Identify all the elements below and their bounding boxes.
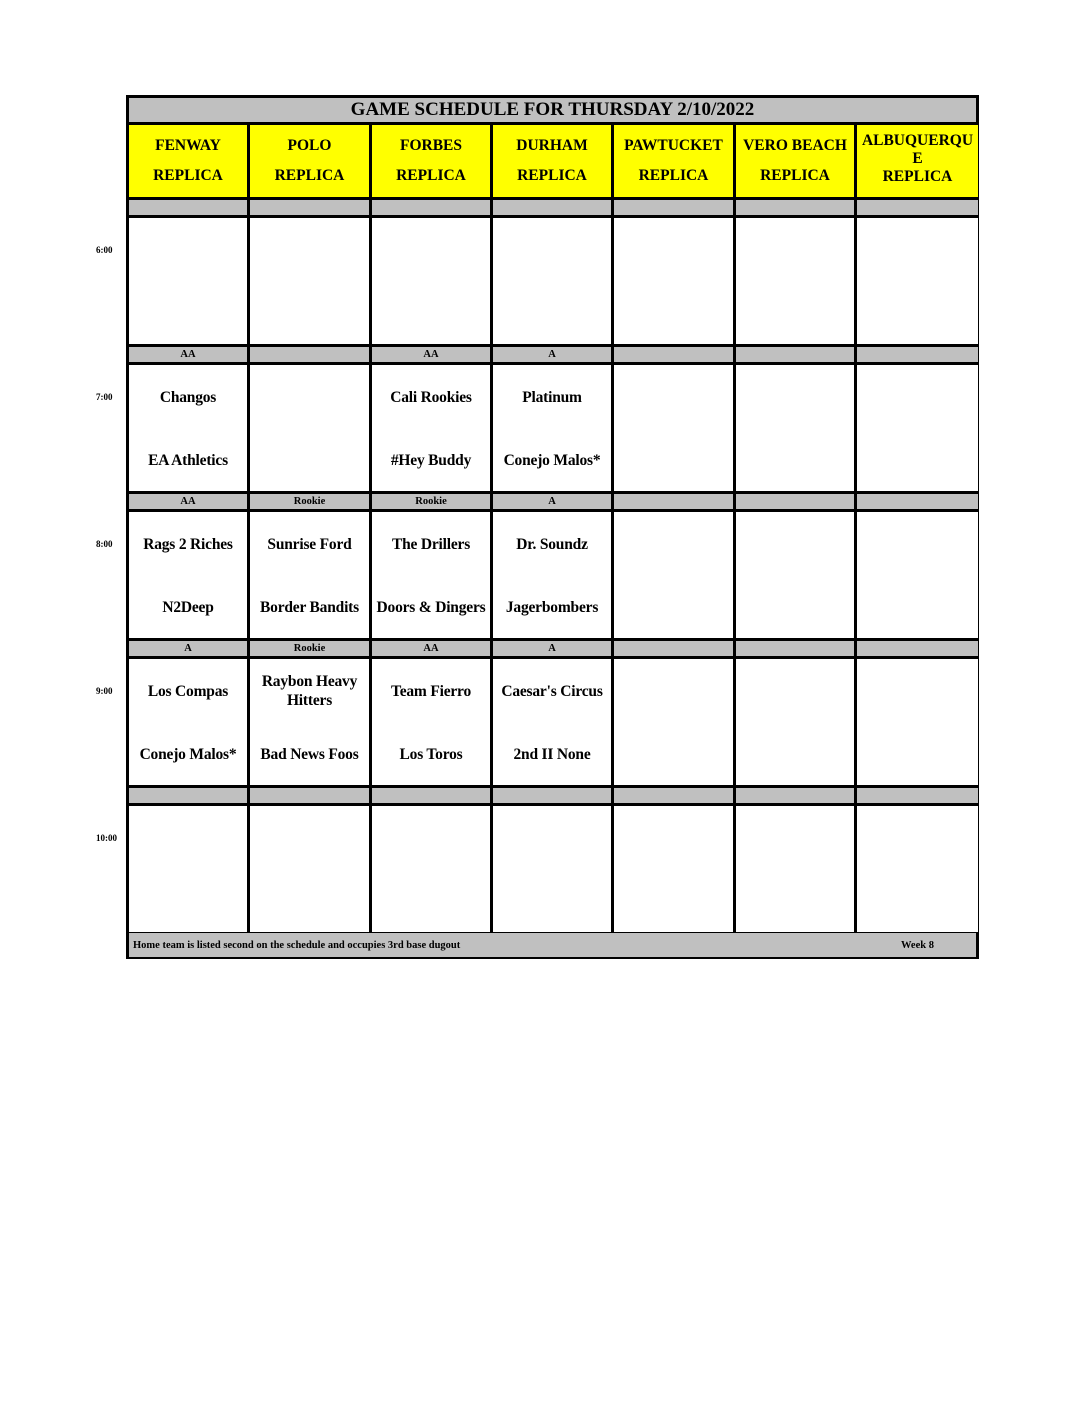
division-band <box>129 200 976 215</box>
game-row <box>129 365 976 491</box>
division-label: A <box>493 494 611 509</box>
game-cell <box>129 218 247 344</box>
field-header <box>493 125 611 197</box>
away-team <box>614 659 733 725</box>
division-label <box>614 494 733 509</box>
home-team: Jagerbombers <box>505 598 599 616</box>
away-team <box>250 806 369 872</box>
away-team <box>614 806 733 872</box>
division-band <box>129 788 976 803</box>
game-row <box>129 659 976 785</box>
game-cell <box>857 806 978 932</box>
division-label <box>493 200 611 215</box>
game-cell <box>857 218 978 344</box>
home-team <box>736 870 854 934</box>
away-team <box>857 218 978 284</box>
field-name: POLO <box>287 137 332 155</box>
game-cell <box>372 218 490 344</box>
division-label <box>857 641 978 656</box>
division-label <box>857 788 978 803</box>
game-cell <box>614 218 733 344</box>
home-team <box>493 870 611 934</box>
division-band <box>129 494 976 509</box>
time-label: 10:00 <box>96 833 117 843</box>
field-type: REPLICA <box>153 167 223 184</box>
away-team: Platinum <box>522 388 582 406</box>
field-header <box>614 125 733 197</box>
game-row <box>129 512 976 638</box>
division-label: AA <box>372 347 490 362</box>
away-team: Caesar's Circus <box>501 682 603 700</box>
week-label: Week 8 <box>901 939 934 951</box>
game-cell <box>129 365 247 491</box>
game-cell <box>614 365 733 491</box>
away-team <box>250 365 369 431</box>
home-team <box>129 870 247 934</box>
game-cell <box>736 512 854 638</box>
game-cell <box>736 659 854 785</box>
division-label: Rookie <box>250 641 369 656</box>
home-team <box>129 282 247 346</box>
division-label <box>614 641 733 656</box>
game-cell <box>372 659 490 785</box>
away-team <box>857 365 978 431</box>
away-team <box>857 512 978 578</box>
division-label: A <box>493 347 611 362</box>
away-team <box>736 218 854 284</box>
away-team <box>736 659 854 725</box>
time-label: 8:00 <box>96 539 113 549</box>
game-cell <box>250 806 369 932</box>
game-cell <box>372 806 490 932</box>
schedule-footer <box>129 933 976 957</box>
field-header <box>736 125 854 197</box>
home-team <box>250 870 369 934</box>
home-team <box>250 282 369 346</box>
away-team: Cali Rookies <box>390 388 472 406</box>
away-team: The Drillers <box>391 535 471 553</box>
home-team <box>372 282 490 346</box>
home-team <box>857 723 978 787</box>
time-label: 6:00 <box>96 245 113 255</box>
time-label: 9:00 <box>96 686 113 696</box>
game-cell <box>250 659 369 785</box>
field-header-row <box>129 125 976 197</box>
away-team <box>736 806 854 872</box>
home-team <box>614 429 733 493</box>
field-header <box>372 125 490 197</box>
home-team <box>736 576 854 640</box>
game-cell <box>857 512 978 638</box>
away-team <box>250 218 369 284</box>
home-team <box>857 429 978 493</box>
field-type: REPLICA <box>517 167 587 184</box>
field-header <box>250 125 369 197</box>
game-cell <box>129 806 247 932</box>
home-team: 2nd II None <box>513 745 591 763</box>
game-cell <box>493 365 611 491</box>
home-team <box>857 576 978 640</box>
home-team-note: Home team is listed second on the schedule and occupies 3rd base dugout <box>133 939 461 951</box>
division-label: AA <box>129 347 247 362</box>
division-label <box>372 788 490 803</box>
division-label <box>614 347 733 362</box>
division-label: Rookie <box>250 494 369 509</box>
division-label: AA <box>372 641 490 656</box>
home-team: Border Bandits <box>260 598 359 616</box>
home-team: N2Deep <box>162 598 214 616</box>
away-team: Raybon Heavy Hitters <box>261 673 358 709</box>
division-label: A <box>493 641 611 656</box>
game-row <box>129 806 976 932</box>
field-header <box>857 125 978 197</box>
division-label <box>736 347 854 362</box>
field-name: PAWTUCKET <box>624 137 723 155</box>
field-type: REPLICA <box>274 167 345 184</box>
schedule-table <box>126 95 979 959</box>
away-team: Dr. Soundz <box>516 535 588 553</box>
game-cell <box>857 365 978 491</box>
away-team <box>614 365 733 431</box>
away-team <box>372 218 490 284</box>
division-label <box>736 200 854 215</box>
home-team <box>736 429 854 493</box>
division-label <box>736 641 854 656</box>
division-band <box>129 347 976 362</box>
division-label <box>493 788 611 803</box>
game-row <box>129 218 976 344</box>
division-label <box>614 200 733 215</box>
field-name: FORBES <box>399 137 462 155</box>
away-team <box>614 218 733 284</box>
home-team: Conejo Malos* <box>139 745 237 763</box>
away-team <box>493 806 611 872</box>
home-team: Los Toros <box>399 745 463 763</box>
division-label: Rookie <box>372 494 490 509</box>
away-team <box>614 512 733 578</box>
division-label <box>372 200 490 215</box>
game-cell <box>857 659 978 785</box>
game-cell <box>250 512 369 638</box>
division-label <box>129 788 247 803</box>
time-label: 7:00 <box>96 392 113 402</box>
game-cell <box>372 512 490 638</box>
game-cell <box>372 365 490 491</box>
game-cell <box>493 659 611 785</box>
division-label <box>857 200 978 215</box>
game-cell <box>250 218 369 344</box>
game-cell <box>614 659 733 785</box>
division-label: AA <box>129 494 247 509</box>
game-cell <box>736 218 854 344</box>
away-team <box>129 806 247 872</box>
game-cell <box>493 512 611 638</box>
away-team: Sunrise Ford <box>267 535 352 553</box>
home-team <box>614 723 733 787</box>
field-type: REPLICA <box>882 167 953 185</box>
home-team <box>372 870 490 934</box>
away-team <box>736 365 854 431</box>
home-team <box>857 282 978 346</box>
division-label <box>857 347 978 362</box>
away-team: Rags 2 Riches <box>143 535 233 553</box>
division-label <box>736 788 854 803</box>
division-label <box>250 788 369 803</box>
home-team <box>614 282 733 346</box>
division-label <box>614 788 733 803</box>
away-team <box>857 806 978 872</box>
field-name: FENWAY <box>155 137 221 155</box>
home-team: Conejo Malos* <box>503 451 601 469</box>
home-team <box>614 576 733 640</box>
division-band <box>129 641 976 656</box>
field-type: REPLICA <box>396 167 466 184</box>
field-name: VERO BEACH <box>743 137 847 155</box>
home-team: Bad News Foos <box>260 745 359 763</box>
away-team <box>372 806 490 872</box>
game-cell <box>129 659 247 785</box>
away-team <box>129 218 247 284</box>
field-name: ALBUQUERQU E <box>861 132 974 168</box>
home-team <box>250 429 369 493</box>
game-cell <box>129 512 247 638</box>
division-label <box>250 200 369 215</box>
game-cell <box>493 218 611 344</box>
field-header <box>129 125 247 197</box>
division-label <box>250 347 369 362</box>
game-cell <box>250 365 369 491</box>
home-team <box>857 870 978 934</box>
home-team: Doors & Dingers <box>376 598 486 616</box>
game-cell <box>614 806 733 932</box>
division-label <box>129 200 247 215</box>
division-label: A <box>129 641 247 656</box>
home-team: EA Athletics <box>148 451 228 469</box>
division-label <box>736 494 854 509</box>
game-cell <box>493 806 611 932</box>
home-team: #Hey Buddy <box>390 451 472 469</box>
division-label <box>857 494 978 509</box>
field-type: REPLICA <box>638 167 709 184</box>
home-team <box>736 723 854 787</box>
away-team <box>493 218 611 284</box>
away-team: Changos <box>159 388 217 406</box>
away-team: Los Compas <box>147 682 229 700</box>
game-cell <box>614 512 733 638</box>
home-team <box>493 282 611 346</box>
away-team <box>857 659 978 725</box>
home-team <box>614 870 733 934</box>
away-team: Team Fierro <box>390 682 471 700</box>
game-cell <box>736 806 854 932</box>
away-team <box>736 512 854 578</box>
home-team <box>736 282 854 346</box>
field-name: DURHAM <box>516 137 588 155</box>
game-cell <box>736 365 854 491</box>
schedule-title: GAME SCHEDULE FOR THURSDAY 2/10/2022 <box>129 98 976 122</box>
field-type: REPLICA <box>760 167 830 184</box>
